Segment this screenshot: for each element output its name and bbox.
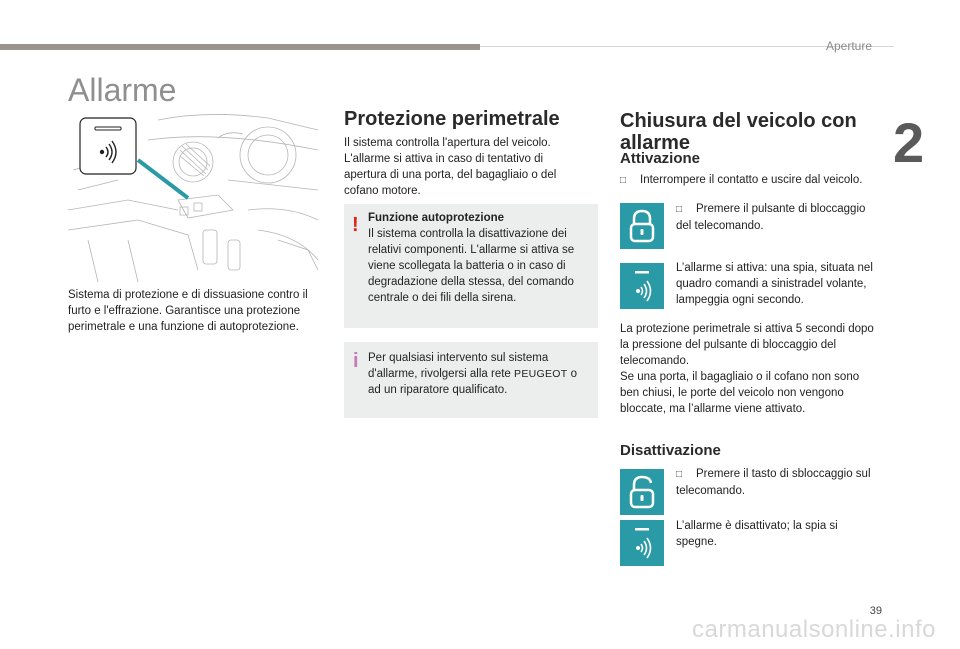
deact-step1-text: Premere il tasto di sbloccaggio sul telecomando. — [676, 468, 871, 497]
bullet-icon: □ — [676, 469, 683, 480]
dashboard-illustration — [68, 110, 324, 282]
watermark: carmanualsonline.info — [692, 616, 936, 643]
deactivation-step-1 — [676, 466, 876, 499]
unlock-icon — [620, 469, 664, 515]
info-box — [344, 342, 598, 418]
activation-step-1 — [620, 172, 870, 189]
alarm-led-icon — [620, 263, 664, 309]
deactivation-heading: Disattivazione — [620, 442, 721, 459]
act-step2-text: Premere il pulsante di bloccaggio del telecomando. — [676, 203, 866, 232]
act-step1-text: Interrompere il contatto e uscire dal veicolo. — [640, 174, 863, 186]
lock-icon — [620, 203, 664, 249]
info-brand: PEUGEOT — [514, 368, 568, 380]
warning-text: Il sistema controlla la disattivazione dei relativi componenti. L'allarme si attiva se viene scollegata la batteria o in caso di degradazione della stessa, del comando centrale o dei fili della sirena. — [368, 228, 575, 304]
deactivation-result: L’allarme è disattivato; la spia si spegne. — [676, 520, 838, 548]
perimeter-text: Il sistema controlla l'apertura del veicolo. L'allarme si attiva in caso di tentativo di apertura di una porta, del bagagliaio o del cofano motore. — [344, 137, 557, 197]
warning-icon: ! — [352, 214, 359, 236]
page-title: Allarme — [68, 72, 177, 108]
dashboard-drawing — [68, 110, 324, 282]
warning-title: Funzione autoprotezione — [368, 212, 505, 224]
page-number: 39 — [869, 605, 882, 617]
info-icon: i — [353, 350, 359, 372]
activation-heading: Attivazione — [620, 150, 701, 167]
section-name: Aperture — [825, 39, 872, 53]
intro-caption: Sistema di protezione e di dissuasione contro il furto e l'effrazione. Garantisce una protezione perimetrale e una funzione di autoprotezione. — [68, 289, 308, 333]
bullet-icon: □ — [620, 175, 627, 186]
info-text — [368, 350, 590, 398]
info-text-part2: o ad un riparatore qualificato. — [368, 368, 578, 396]
header-bar — [0, 44, 480, 50]
activation-result: L’allarme si attiva: una spia, situata nel quadro comandi a sinistradel volante, lampeggia ogni secondo. — [676, 262, 873, 306]
warning-box — [344, 204, 598, 328]
alarm-led-icon — [620, 520, 664, 566]
alarm-lock-heading: Chiusura del veicolo con allarme — [620, 110, 857, 154]
perimeter-heading: Protezione perimetrale — [344, 108, 560, 130]
activation-paragraph-2: Se una porta, il bagagliaio o il cofano non sono ben chiusi, le porte del veicolo non vengono bloccate, ma l’allarme viene attivato. — [620, 371, 860, 415]
chapter-number: 2 — [893, 111, 925, 174]
activation-step-2 — [676, 201, 876, 234]
bullet-icon: □ — [676, 204, 683, 215]
info-text-part1: Per qualsiasi intervento sul sistema d'allarme, rivolgersi alla rete — [368, 352, 549, 380]
activation-paragraph-1: La protezione perimetrale si attiva 5 secondi dopo la pressione del pulsante di bloccaggio del telecomando. — [620, 323, 874, 367]
